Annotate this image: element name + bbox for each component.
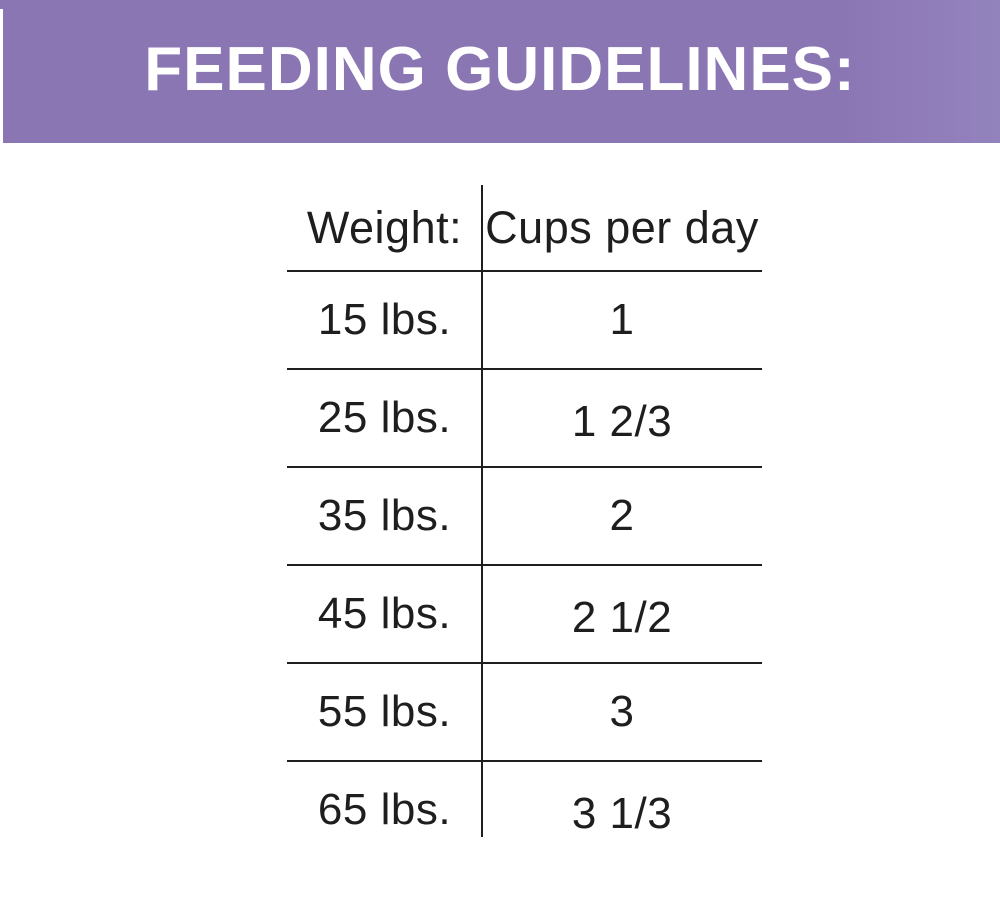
column-header-cups-per-day: Cups per day xyxy=(485,201,759,253)
cups-value: 2 1/2 xyxy=(571,593,673,642)
table-row xyxy=(287,664,762,762)
title-banner xyxy=(0,0,1000,143)
weight-value: 65 lbs. xyxy=(317,785,452,834)
table-row xyxy=(287,762,762,858)
cups-value: 2 xyxy=(609,491,635,540)
page-title: FEEDING GUIDELINES: xyxy=(144,35,856,104)
banner-left-edge-artifact xyxy=(0,9,3,143)
weight-value: 15 lbs. xyxy=(317,295,452,344)
weight-value: 45 lbs. xyxy=(317,589,452,638)
column-header-weight: Weight: xyxy=(306,201,463,253)
table-row xyxy=(287,468,762,566)
table-row xyxy=(287,370,762,468)
table-row xyxy=(287,272,762,370)
weight-value: 35 lbs. xyxy=(317,491,452,540)
table-header-row xyxy=(287,185,762,272)
table-column-divider xyxy=(481,185,483,837)
cups-value: 1 xyxy=(609,295,635,344)
feeding-table xyxy=(287,185,762,858)
weight-value: 55 lbs. xyxy=(317,687,452,736)
table-row xyxy=(287,566,762,664)
weight-value: 25 lbs. xyxy=(317,393,452,442)
cups-value: 1 2/3 xyxy=(571,397,673,446)
cups-value: 3 1/3 xyxy=(571,789,673,838)
cups-value: 3 xyxy=(609,687,635,736)
